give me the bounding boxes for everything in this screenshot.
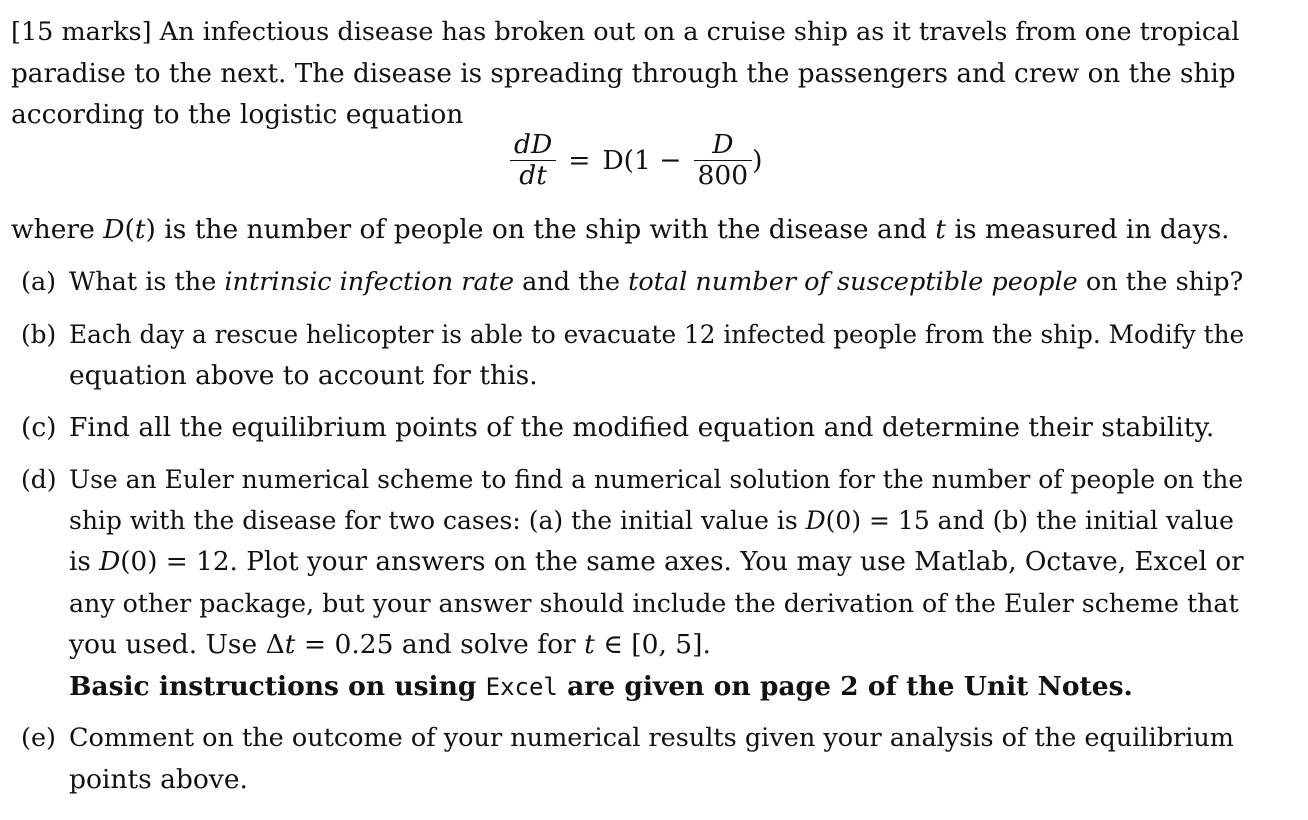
carrying-denominator: 800 [697,160,749,191]
intro-line-3-text: according to the logistic equation [11,99,464,130]
part-d-l3-text-b: (0) = 12. Plot your answers on the same axes. You may use Matlab, Octave, Excel or [120,547,1244,577]
part-d-l5-text-c: ∈ [0, 5]. [594,629,711,660]
part-a-text [69,265,1243,299]
part-c-label: (c) [21,412,57,443]
equals-sign: = [568,145,591,176]
part-d-l5-var: t [284,629,296,660]
part-a-italic-2: total number of susceptible people [628,267,1078,297]
part-a-italic-1: intrinsic infection rate [224,267,515,297]
derivative-denominator: dt [519,160,547,191]
where-var-t: t [134,214,146,245]
part-d-line-4-text: any other package, but your answer should include the derivation of the Euler scheme that [69,589,1239,618]
part-b-label: (b) [21,320,57,349]
part-e-label: (e) [21,723,56,753]
carrying-numerator: D [694,130,753,161]
bold-note-text-a: Basic instructions on using [69,671,486,702]
logistic-equation [510,130,762,191]
intro-line-1-text: [15 marks] An infectious disease has broken out on a cruise ship as it travels from one tropical [11,17,1240,47]
where-text-2: ( [124,214,135,245]
where-var-t-2: t [935,214,946,245]
derivative-fraction [510,130,556,191]
bold-note-code: Excel [485,673,558,701]
part-a-t1: What is the [69,267,225,297]
part-a-t2: and the [514,267,629,297]
part-b-line-2: equation above to account for this. [69,360,538,391]
part-d-l2-text-b: (0) = 15 and (b) the initial value [825,506,1234,535]
where-var-d: D [103,214,125,245]
part-d-label: (d) [21,465,57,494]
intro-line-3 [11,98,1243,132]
part-d-line-1: Use an Euler numerical scheme to find a numerical solution for the number of people on the [69,465,1244,494]
part-d-l3-text-a: is [69,547,100,577]
part-d-l2-text-a: ship with the disease for two cases: (a) the initial value is [69,506,806,535]
intro-line-1 [11,15,1243,49]
where-text-1: where [11,214,104,245]
part-c-line-1: Find all the equilibrium points of the modified equation and determine their stability. [69,412,1215,443]
rhs-prefix: D(1 − [602,145,682,176]
where-text-3: ) is the number of people on the ship with the disease and [145,214,936,245]
carrying-fraction [694,130,753,191]
part-a-label: (a) [21,267,57,297]
bold-note-text-b: are given on page 2 of the Unit Notes. [557,671,1133,702]
intro-line-2-text: paradise to the next. The disease is spreading through the passengers and crew on the ship [11,59,1236,89]
part-d-l2-var: D [805,506,826,535]
where-line [11,213,1243,247]
intro-line-2 [11,57,1243,91]
derivative-numerator: dD [510,130,556,161]
part-d-l5-var-2: t [584,629,595,660]
part-b-line-1: Each day a rescue helicopter is able to evacuate 12 infected people from the ship. Modify the [69,320,1245,349]
part-d-l5-text-a: you used. Use Δ [69,629,285,660]
rhs-close-paren: ) [752,145,763,176]
part-e-line-2: points above. [69,764,248,795]
part-d-l3-var: D [99,547,121,577]
where-text-4: is measured in days. [945,214,1230,245]
part-a-t3: on the ship? [1077,267,1244,297]
part-d-l5-text-b: = 0.25 and solve for [295,629,585,660]
part-e-line-1: Comment on the outcome of your numerical results given your analysis of the equilibrium [69,723,1234,753]
